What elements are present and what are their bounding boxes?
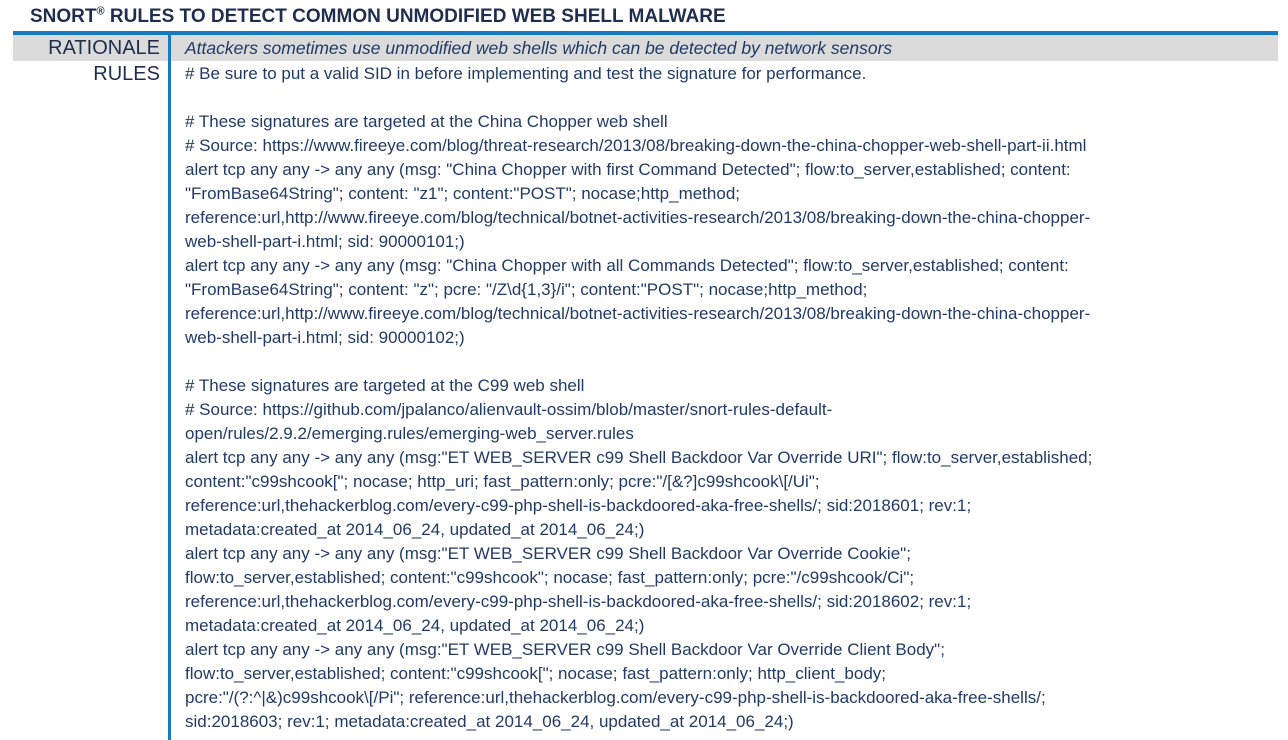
rules-label: RULES (93, 63, 160, 85)
rules-content (168, 61, 1278, 740)
rule-line: "FromBase64String"; content: "z1"; content:"POST"; nocase;http_method; (185, 184, 740, 203)
snort-rules-table (13, 31, 1278, 740)
rule-line: content:"c99shcook["; nocase; http_uri; fast_pattern:only; pcre:"/[&?]c99shcook\[/Ui"; (185, 472, 820, 491)
rule-line: metadata:created_at 2014_06_24, updated_at 2014_06_24;) (185, 520, 645, 539)
rule-line: # These signatures are targeted at the China Chopper web shell (185, 112, 668, 131)
rule-line: pcre:"/(?:^|&)c99shcook\[/Pi"; reference:url,thehackerblog.com/every-c99-php-shell-is-backdoored-aka-free-shells/; (185, 688, 1046, 707)
rule-line: flow:to_server,established; content:"c99shcook"; nocase; fast_pattern:only; pcre:"/c99shcook/Ci"; (185, 568, 915, 587)
page-title (30, 5, 726, 29)
rule-line: reference:url,http://www.fireeye.com/blog/technical/botnet-activities-research/2013/08/breaking-down-the-china-chopper- (185, 208, 1091, 227)
rule-line: metadata:created_at 2014_06_24, updated_at 2014_06_24;) (185, 616, 645, 635)
rule-line: sid:2018603; rev:1; metadata:created_at 2014_06_24, updated_at 2014_06_24;) (185, 712, 794, 731)
rule-line: web-shell-part-i.html; sid: 90000101;) (185, 232, 465, 251)
title-rest: RULES TO DETECT COMMON UNMODIFIED WEB SHELL MALWARE (104, 6, 726, 27)
rule-line: "FromBase64String"; content: "z"; pcre: "/Z\d{1,3}/i"; content:"POST"; nocase;http_method; (185, 280, 868, 299)
rule-line: # Be sure to put a valid SID in before implementing and test the signature for performance. (185, 64, 867, 83)
rule-line: alert tcp any any -> any any (msg:"ET WEB_SERVER c99 Shell Backdoor Var Override URI"; flow:to_server,established; (185, 448, 1093, 467)
rationale-label: RATIONALE (48, 37, 160, 59)
rule-line: open/rules/2.9.2/emerging.rules/emerging-web_server.rules (185, 424, 634, 443)
rule-line: reference:url,thehackerblog.com/every-c99-php-shell-is-backdoored-aka-free-shells/; sid:2018601; rev:1; (185, 496, 972, 515)
rule-line: flow:to_server,established; content:"c99shcook["; nocase; fast_pattern:only; http_client_body; (185, 664, 886, 683)
rationale-row (13, 35, 1278, 61)
rule-line: alert tcp any any -> any any (msg: "China Chopper with all Commands Detected"; flow:to_server,established; content: (185, 256, 1069, 275)
rule-line: reference:url,thehackerblog.com/every-c99-php-shell-is-backdoored-aka-free-shells/; sid:2018602; rev:1; (185, 592, 972, 611)
rule-line: alert tcp any any -> any any (msg:"ET WEB_SERVER c99 Shell Backdoor Var Override Cookie"; (185, 544, 911, 563)
rule-line: web-shell-part-i.html; sid: 90000102;) (185, 328, 465, 347)
rule-line (185, 350, 1278, 374)
rationale-text: Attackers sometimes use unmodified web shells which can be detected by network sensors (168, 35, 1278, 61)
rule-line: # Source: https://www.fireeye.com/blog/threat-research/2013/08/breaking-down-the-china-chopper-web-shell-part-ii.html (185, 136, 1087, 155)
rules-row (13, 61, 1278, 740)
rule-line: # These signatures are targeted at the C99 web shell (185, 376, 585, 395)
rule-line (185, 86, 1278, 110)
rule-line: reference:url,http://www.fireeye.com/blog/technical/botnet-activities-research/2013/08/breaking-down-the-china-chopper- (185, 304, 1091, 323)
rule-line: alert tcp any any -> any any (msg: "China Chopper with first Command Detected"; flow:to_server,established; content: (185, 160, 1071, 179)
title-main: SNORT (30, 6, 97, 27)
rule-line: alert tcp any any -> any any (msg:"ET WEB_SERVER c99 Shell Backdoor Var Override Client Body"; (185, 640, 945, 659)
registered-trademark-symbol: ® (96, 5, 105, 18)
rule-line: # Source: https://github.com/jpalanco/alienvault-ossim/blob/master/snort-rules-default- (185, 400, 833, 419)
